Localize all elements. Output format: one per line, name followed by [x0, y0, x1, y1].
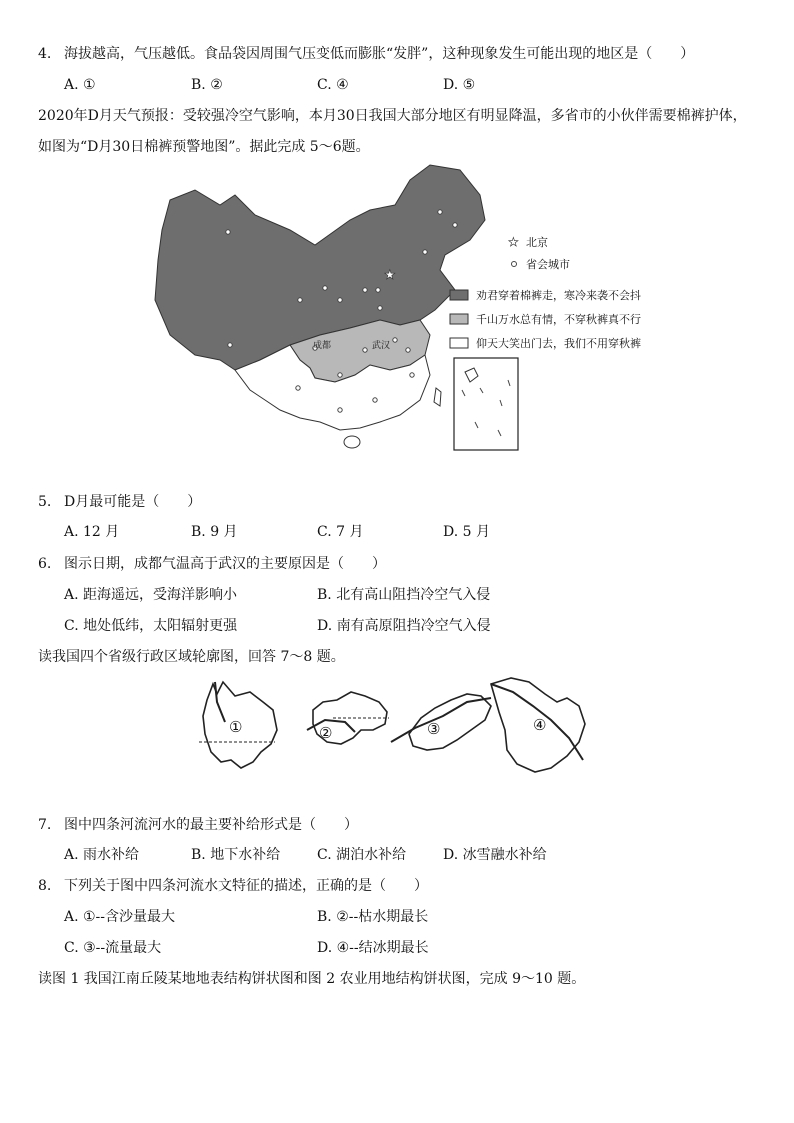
province-3-outline — [409, 694, 491, 750]
province-2-label: ② — [319, 724, 333, 742]
map-hainan — [344, 436, 360, 448]
q5-option-b: B. 9 月 — [191, 524, 238, 540]
legend-capital-icon — [512, 262, 517, 267]
beijing-star-icon: ★ — [384, 268, 396, 283]
province-1-label: ① — [229, 718, 243, 736]
q7-option-d: D. 冰雪融水补给 — [443, 847, 547, 863]
q8-option-c: C. ③--流量最大 — [64, 940, 162, 956]
q6-option-c: C. 地处低纬，太阳辐射更强 — [64, 618, 238, 634]
province-outlines-figure — [195, 672, 605, 782]
q6-option-d: D. 南有高原阻挡冷空气入侵 — [317, 618, 491, 634]
q6-stem: 图示日期，成都气温高于武汉的主要原因是（ ） — [64, 556, 386, 572]
province-4-label: ④ — [533, 716, 547, 734]
q7-option-b: B. 地下水补给 — [191, 847, 281, 863]
legend-light-label: 仰天大笑出门去，我们不用穿秋裤 — [476, 337, 641, 350]
q5-number: 5. — [38, 494, 52, 510]
q7-option-c: C. 湖泊水补给 — [317, 847, 407, 863]
intro78: 读我国四个省级行政区域轮廓图，回答 7～8 题。 — [38, 649, 345, 665]
q8-number: 8. — [38, 878, 52, 894]
q5-option-d: D. 5 月 — [443, 524, 490, 540]
q4-option-c: C. ④ — [317, 77, 349, 93]
map-label-chengdu: 成都 — [313, 341, 332, 351]
legend-beijing-label: 北京 — [526, 236, 548, 249]
q8-stem: 下列关于图中四条河流水文特征的描述，正确的是（ ） — [64, 878, 428, 894]
intro910: 读图 1 我国江南丘陵某地地表结构饼状图和图 2 农业用地结构饼状图，完成 9～10 题。 — [38, 971, 586, 987]
q4-number: 4. — [38, 46, 52, 62]
south-china-sea-inset — [454, 358, 518, 450]
province-3-label: ③ — [427, 720, 441, 738]
map-taiwan — [434, 388, 441, 406]
q6-number: 6. — [38, 556, 52, 572]
q5-stem: D月最可能是（ ） — [64, 494, 202, 510]
q4-option-a: A. ① — [64, 77, 96, 93]
q7-number: 7. — [38, 817, 52, 833]
legend-capital-label: 省会城市 — [526, 258, 570, 271]
legend-light-swatch — [450, 338, 468, 348]
q5-option-c: C. 7 月 — [317, 524, 364, 540]
map-label-wuhan: 武汉 — [372, 341, 391, 351]
legend-medium-swatch — [450, 314, 468, 324]
q4-stem: 海拔越高，气压越低。食品袋因周围气压变低而膨胀“发胖”，这种现象发生可能出现的地区是（ ） — [64, 46, 695, 62]
q4-option-b: B. ② — [191, 77, 223, 93]
china-cold-warning-map — [140, 160, 680, 460]
legend-beijing-star-icon: ★ — [508, 235, 519, 249]
intro56-line1: 2020年D月天气预报：受较强冷空气影响，本月30日我国大部分地区有明显降温，多省市的小伙伴需要棉裤护体， — [38, 108, 747, 124]
legend-dark-label: 劝君穿着棉裤走，寒冷来袭不会抖 — [476, 289, 641, 302]
legend-medium-label: 千山万水总有情，不穿秋裤真不行 — [476, 313, 641, 326]
q6-option-b: B. 北有高山阻挡冷空气入侵 — [317, 587, 491, 603]
intro56-line2: 如图为“D月30日棉裤预警地图”。据此完成 5～6题。 — [38, 139, 370, 155]
q4-option-d: D. ⑤ — [443, 77, 476, 93]
legend-dark-swatch — [450, 290, 468, 300]
q8-option-a: A. ①--含沙量最大 — [64, 909, 176, 925]
q8-option-b: B. ②--枯水期最长 — [317, 909, 429, 925]
q7-stem: 图中四条河流河水的最主要补给形式是（ ） — [64, 817, 358, 833]
q7-option-a: A. 雨水补给 — [64, 847, 140, 863]
q5-option-a: A. 12 月 — [64, 524, 120, 540]
q8-option-d: D. ④--结冰期最长 — [317, 940, 429, 956]
q6-option-a: A. 距海遥远，受海洋影响小 — [64, 587, 238, 603]
